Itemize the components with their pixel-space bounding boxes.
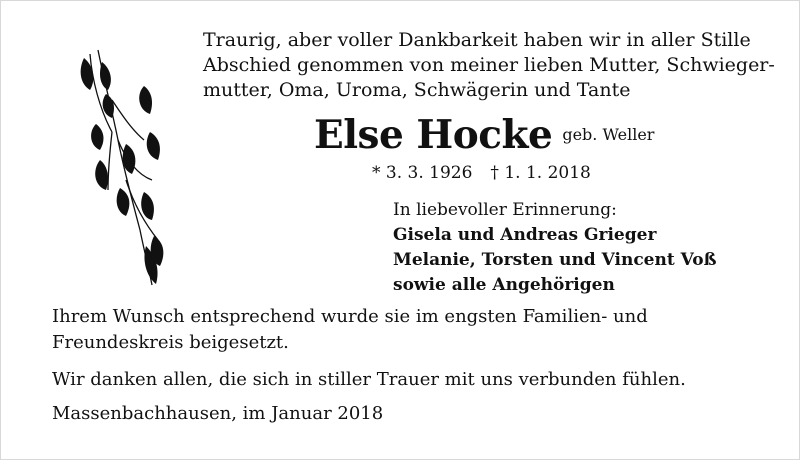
life-dates — [372, 163, 591, 183]
mourner-line: Melanie, Torsten und Vincent Voß — [393, 250, 717, 270]
birth-date: * 3. 3. 1926 — [372, 163, 473, 183]
birch-branch-icon — [60, 40, 180, 300]
mourner-line: sowie alle Angehörigen — [393, 275, 615, 295]
thanks-paragraph: Wir danken allen, die sich in stiller Trauer mit uns verbunden fühlen. — [52, 369, 686, 390]
intro-line: Traurig, aber voller Dankbarkeit haben wir in aller Stille — [203, 29, 751, 51]
mourners-block — [393, 198, 717, 298]
death-date: † 1. 1. 2018 — [490, 163, 591, 183]
burial-paragraph: Ihrem Wunsch entsprechend wurde sie im engsten Familien- und Freundeskreis beigesetzt. — [52, 306, 648, 353]
memory-lead: In liebevoller Erinnerung: — [393, 200, 617, 220]
mourner-line: Gisela und Andreas Grieger — [393, 225, 657, 245]
place-date: Massenbachhausen, im Januar 2018 — [52, 403, 384, 424]
maiden-name: geb. Weller — [562, 125, 655, 144]
deceased-name: Else Hocke — [314, 112, 553, 158]
intro-text — [203, 28, 775, 103]
deceased-name-row — [314, 112, 654, 158]
intro-line: mutter, Oma, Uroma, Schwägerin und Tante — [203, 79, 631, 101]
intro-line: Abschied genommen von meiner lieben Mutter, Schwieger- — [203, 54, 775, 76]
